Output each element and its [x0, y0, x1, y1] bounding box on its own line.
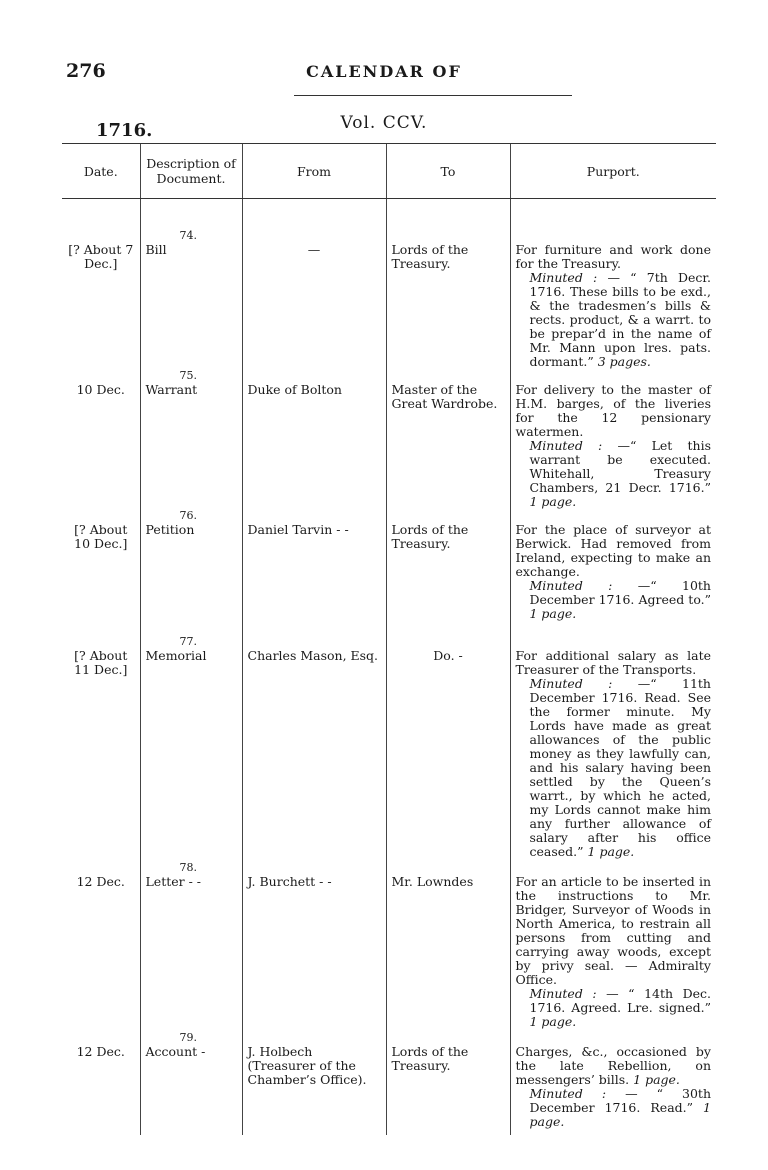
entry-description: Bill: [145, 242, 167, 257]
page-count: 1 page.: [587, 844, 635, 859]
entry-number: 74.: [179, 229, 197, 242]
page-count: 1 page.: [529, 1014, 577, 1029]
page-count: 3 pages.: [597, 354, 651, 369]
entry-number: 79.: [179, 1031, 197, 1044]
entry-to: Mr. Lowndes: [391, 874, 474, 889]
minuted-text: — “ 14th Dec. 1716. Agreed. Lre. signed.”: [529, 986, 711, 1015]
entry-purport: For additional salary as late Treasurer of the Transports.: [515, 648, 711, 677]
table-header-row: [62, 144, 716, 199]
minuted-text: —“ 10th December 1716. Agreed to.”: [529, 578, 711, 607]
minuted-text: — “ 7th Decr. 1716. These bills to be exd., & the tradesmen’s bills & rects. product, & a warrt. to be prepar’d in the name of Mr. Mann upon lres. pats. dormant.”: [529, 270, 711, 369]
minuted-label: Minuted :: [529, 676, 613, 691]
year-heading: 1716.: [96, 120, 153, 141]
entry-from: J. Burchett - -: [247, 874, 332, 889]
table-row: [62, 635, 716, 861]
page-count: 1 page.: [529, 606, 577, 621]
table-row: [62, 369, 716, 509]
minuted-label: Minuted :: [529, 578, 613, 593]
entry-date: 10 Dec.: [76, 382, 125, 397]
page-count: 1 page.: [633, 1072, 680, 1087]
entry-number: 77.: [179, 635, 197, 648]
entry-to: Lords of the Treasury.: [391, 1044, 469, 1073]
entry-to: Master of the Great Wardrobe.: [391, 382, 498, 411]
column-header-purport: Purport.: [510, 144, 716, 199]
entry-from: Duke of Bolton: [247, 382, 342, 397]
column-header-from: From: [242, 144, 386, 199]
running-title: CALENDAR OF: [306, 62, 462, 81]
entry-date: [? About 11 Dec.]: [74, 648, 128, 677]
table-row: [62, 199, 716, 370]
entry-from: J. Holbech (Treasurer of the Chamber’s Office).: [247, 1044, 367, 1087]
entry-date: [? About 10 Dec.]: [74, 522, 128, 551]
entry-to: Do. -: [433, 648, 463, 663]
minuted-label: Minuted :: [529, 986, 597, 1001]
table-row: [62, 509, 716, 635]
entry-description: Account -: [145, 1044, 206, 1059]
column-header-to: To: [386, 144, 510, 199]
entry-purport: For the place of surveyor at Berwick. Had removed from Ireland, expecting to make an exchange.: [515, 522, 711, 579]
page-count: 1 page.: [529, 494, 577, 509]
page-count: 1 page.: [529, 1100, 711, 1129]
entry-purport: For furniture and work done for the Treasury.: [515, 242, 711, 271]
entry-purport: Charges, &c., occasioned by the late Rebellion, on messengers’ bills.: [515, 1044, 711, 1087]
entry-date: [? About 7 Dec.]: [68, 242, 134, 271]
entry-to: Lords of the Treasury.: [391, 522, 469, 551]
column-header-date: Date.: [62, 144, 140, 199]
table-row: [62, 1031, 716, 1135]
entry-description: Petition: [145, 522, 195, 537]
page-number: 276: [66, 60, 106, 82]
entry-description: Letter - -: [145, 874, 202, 889]
table-row: [62, 861, 716, 1031]
entry-number: 75.: [179, 369, 197, 382]
entry-number: 78.: [179, 861, 197, 874]
calendar-table: [62, 143, 716, 1135]
entry-description: Memorial: [145, 648, 207, 663]
entry-purport: For an article to be inserted in the instructions to Mr. Bridger, Surveyor of Woods in North America, to restrain all persons from cutting and carrying away woods, except by privy seal. — Admiralty Office.: [515, 874, 711, 987]
entry-from: Daniel Tarvin - -: [247, 522, 349, 537]
minuted-label: Minuted :: [529, 1086, 607, 1101]
minuted-label: Minuted :: [529, 270, 598, 285]
entry-purport: For delivery to the master of H.M. barges, of the liveries for the 12 pensionary watermen.: [515, 382, 711, 439]
entry-description: Warrant: [145, 382, 198, 397]
entry-date: 12 Dec.: [76, 874, 125, 889]
entry-from: Charles Mason, Esq.: [247, 648, 379, 663]
header-rule: [294, 95, 572, 96]
minuted-text: —“ Let this warrant be executed. Whitehall, Treasury Chambers, 21 Decr. 1716.”: [529, 438, 711, 495]
minuted-label: Minuted :: [529, 438, 603, 453]
entry-number: 76.: [179, 509, 197, 522]
entry-to: Lords of the Treasury.: [391, 242, 469, 271]
minuted-text: —“ 11th December 1716. Read. See the former minute. My Lords have made as great allowances of the public money as they lawfully can, and his salary having been settled by the Queen’s warrt., by which he acted, my Lords cannot make him any further allowance of salary after his office ceased.”: [529, 676, 711, 859]
volume-heading: Vol. CCV.: [340, 113, 428, 133]
column-header-description: Description of Document.: [140, 144, 242, 199]
entry-from: —: [307, 242, 321, 257]
minuted-text: — “ 30th December 1716. Read.”: [529, 1086, 711, 1115]
entry-date: 12 Dec.: [76, 1044, 125, 1059]
